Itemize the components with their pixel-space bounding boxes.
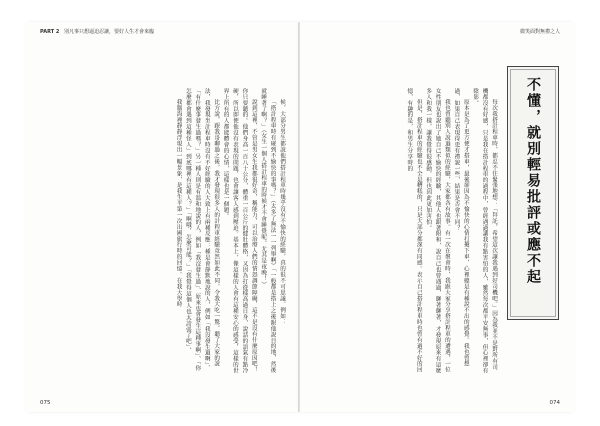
paragraph: 「搭計程車時有碰到不愉快的事嗎？」（太多了無法一一列舉啊）「一般都是搭上之後跟他說目的地，然後就睡著了啊？」（女生一個人搭計程車的時候才不會睡覺呢。尤其是夜晚！） xyxy=(260,88,276,374)
paragraph: 原本是為了更方便才搭車，最後卻因為不愉快的心情打擾下車，心裡總是有種說不出的感覺。我也曾想過，如果自己表現得更有禮貌一些，結果是否會不同？ xyxy=(453,88,469,367)
paragraph: 我也曾聽別人說過類似的經驗，大家都各有故事。有一次在聚會時，我跟大家分享搭計程車的遭遇，一位女性朋友也說出了她自己不愉快的經驗，其他人也跟著附和，說自己也曾遇過，聊著聊著，才發現原來有這麼多人和我一樣，讓我覺得很感動，但也因此更加害怕。 xyxy=(425,88,450,374)
paragraph: 我腦海裡靜靜浮現出一幅景象，是我生平第一次出國旅行時的回憶。在我大學時 xyxy=(175,99,182,308)
page-number-left: 075 xyxy=(40,400,51,406)
running-header-left xyxy=(40,28,154,35)
left-body-text xyxy=(40,88,286,376)
paragraph: 候，大部分男生都說他們搭計程車時幾乎沒有不愉快的經驗，真的很不可思議。例如： xyxy=(279,99,285,326)
part-title: 別凡事只想逼迫忍讓，要好人生才會來臨 xyxy=(63,29,154,35)
section-title-box xyxy=(507,66,559,320)
page-number-right: 074 xyxy=(549,400,560,406)
right-body-text xyxy=(312,88,498,376)
section-title: 不懂，就別輕易批評或應不起 xyxy=(525,77,541,285)
left-page xyxy=(26,22,298,412)
paragraph: 說到這裡，不管是男女生我都很好奇，稱能力，可以治療人們的情怒調節障礙，這不是沒有什麼原因吧！你只要聽的。他們身高一百八十公分，體重一百公斤的健壯體格，又因為打從樣高過日身，說話的語氣有點冷硬，所以即便他沒有表現的問題，也會讓客人感到壓迫。基本上，像這樣的人會有這種安心的感受，這樣的世界上所有的人都能體會的心情，這樣也是一個題。 xyxy=(222,88,257,374)
right-page xyxy=(300,22,574,412)
paragraph: 比方說，跟我哥聊過之後，我才發現很多人的計程車經驗竟然如此不同，令我大吃一驚。聽了大家的說法，我發現坐計程車時沒有不好經驗的人大致上有兩種反應：種是會靜默地說的人，例如「我沒發生過啊」、「有什麼事發生過嗎？」另一種人則是有溫和地說的人，例如「我沒發生過」、原來也會發生這種事啊」、「你怎麼都會遇到這種怪人」到底哪裡有這種人？」「啊哦，怎麼可能？」「我覺得這個人也太誇張了吧」、 xyxy=(184,88,220,372)
running-header-right: 微笑面對無禮之人 xyxy=(519,29,560,35)
paragraph: 每次我搭計程車時，都忍不住緊張地想：「拜託，希望這次讓我遇到好司機吧。」因為我並不是對所有司機都沒有好感，只是我在搭計程車的過程中，曾經遇過讓我有點害怕的人，雖然每次都平安無事，但心裡卻有陰影。 xyxy=(472,88,497,374)
part-label: PART 2 xyxy=(40,29,60,35)
paragraph: 但是，搭計程車的經驗也不全是糟糕的，只是大部分都深有同感。表示自己搭計程車時也曾有過不好的回憶，有趣的是，和男生分享時的 xyxy=(406,88,422,373)
